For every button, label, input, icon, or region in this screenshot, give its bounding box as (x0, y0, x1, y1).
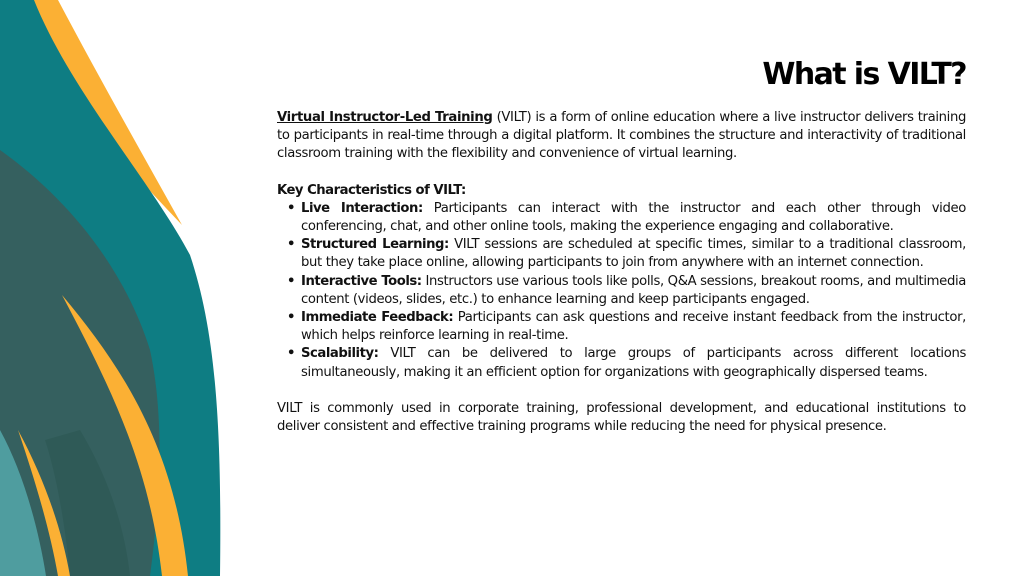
list-item (277, 236, 966, 272)
closing-paragraph: VILT is commonly used in corporate training, professional development, and educational institutions to deliver consistent and effective training programs while reducing the need for physical presence. (277, 400, 966, 435)
list-item-text: Instructors use various tools like polls, Q&A sessions, breakout rooms, and multimedia content (videos, slides, etc.) to enhance learning and keep participants engaged. (301, 273, 967, 307)
list-item-term: Live Interaction: (301, 200, 423, 216)
list-item-text: Participants can interact with the instructor and each other through video conferencing, chat, and other online tools, making the experience engaging and collaborative. (301, 200, 966, 235)
list-item (277, 309, 966, 345)
list-item-term: Scalability: (301, 346, 379, 362)
characteristics-heading: Key Characteristics of VILT: (277, 182, 466, 198)
page-title: What is VILT? (762, 57, 966, 92)
list-item-term: Interactive Tools: (301, 273, 422, 289)
characteristics-list (277, 200, 966, 382)
list-item (277, 200, 966, 236)
intro-paragraph (277, 109, 966, 164)
list-item-text: Participants can ask questions and receive instant feedback from the instructor, which helps reinforce learning in real-time. (301, 310, 966, 344)
vilt-link[interactable]: Virtual Instructor-Led Training (277, 110, 493, 125)
list-item-term: Structured Learning: (301, 237, 449, 253)
decorative-wave-graphic (0, 0, 260, 576)
list-item (277, 273, 966, 309)
intro-text: (VILT) is a form of online education where a live instructor delivers training to participants in real-time through a digital platform. It combines the structure and interactivity of traditional classroom training with the flexibility and convenience of virtual learning. (277, 110, 966, 162)
list-item-term: Immediate Feedback: (301, 310, 454, 326)
list-item (277, 345, 966, 381)
list-item-text: VILT can be delivered to large groups of participants across different locations simultaneously, making it an efficient option for organizations with geographically dispersed teams. (301, 346, 966, 380)
list-item-text: VILT sessions are scheduled at specific times, similar to a traditional classroom, but they take place online, allowing participants to join from anywhere with an internet connection. (301, 237, 966, 271)
slide-content (277, 109, 966, 436)
